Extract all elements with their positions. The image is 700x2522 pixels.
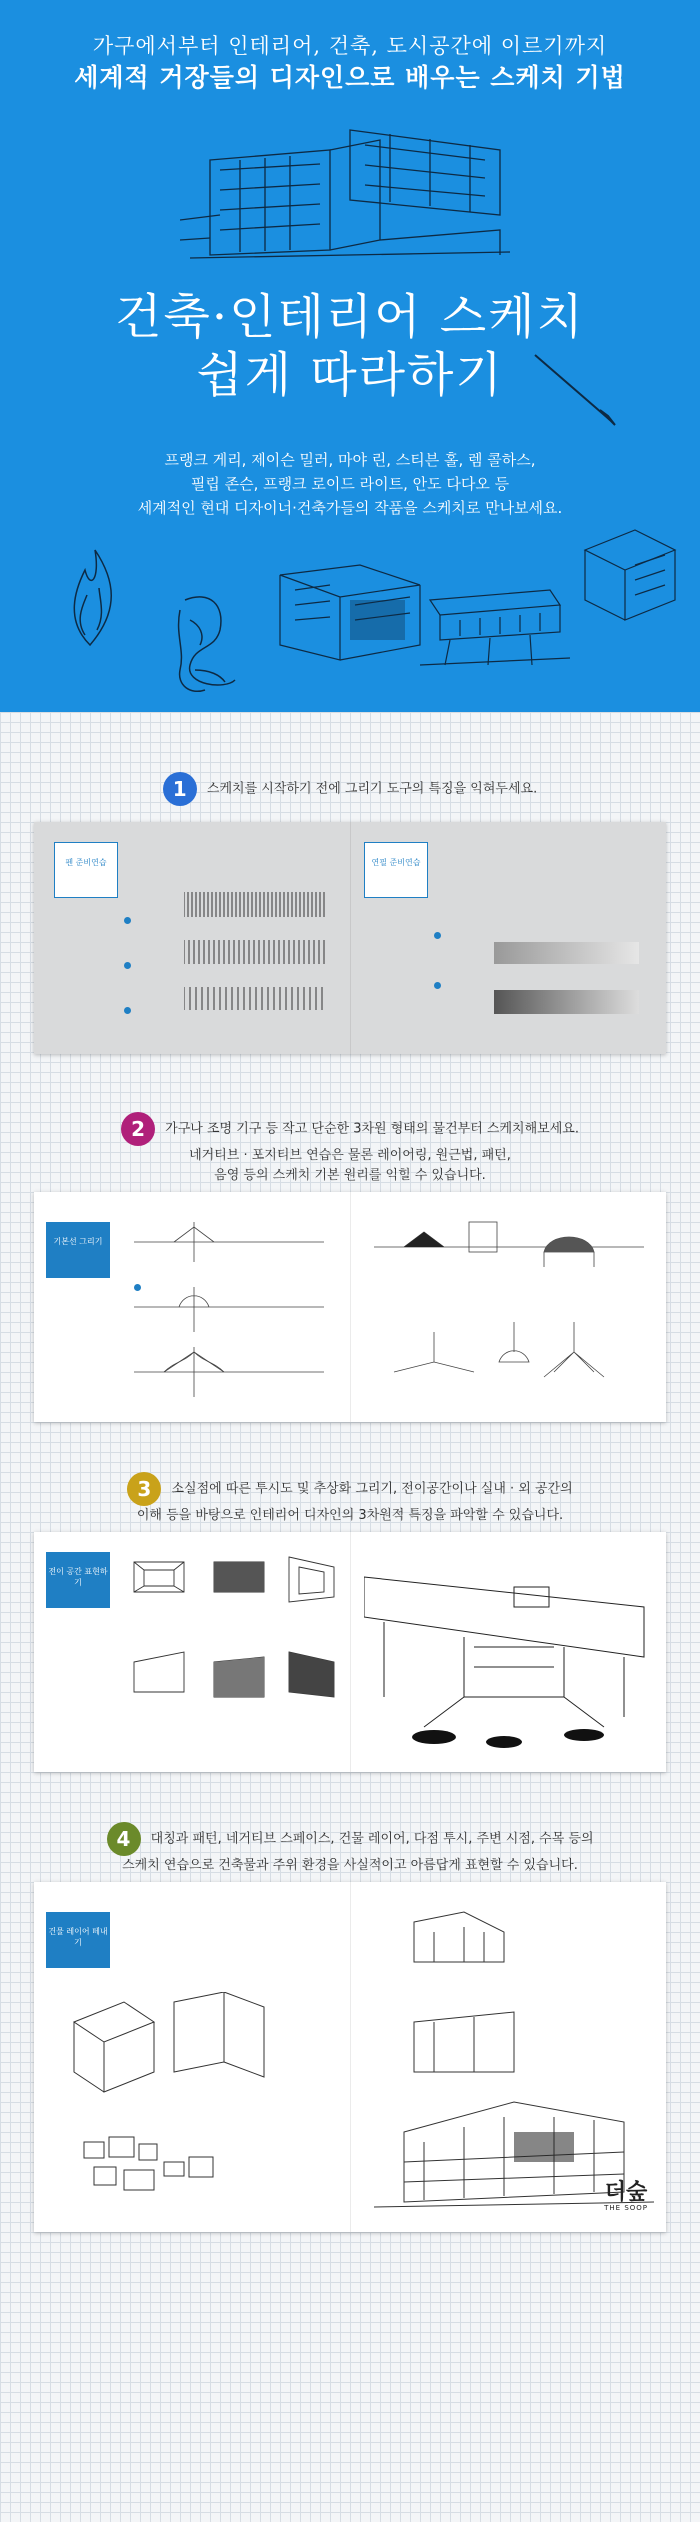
chair-sketch [165,590,245,700]
publisher-logo-sub: THE SOOP [604,2204,648,2212]
hero-subtitle-line1: 가구에서부터 인테리어, 건축, 도시공간에 이르기까지 [92,34,608,58]
step-3-heading [0,1472,700,1526]
basic-lines-tag [46,1222,110,1278]
hero-desc-line3: 세계적인 현대 디자이너·건축가들의 작품을 스케치로 만나보세요. [137,499,563,517]
transition-space-tag [46,1552,110,1608]
flame-sculpture-sketch [55,540,125,650]
pen-practice-tag [54,842,118,898]
step-bullet [434,982,441,989]
step-bullet [434,932,441,939]
step-2-line2: 네거티브 · 포지티브 연습은 물론 레이어링, 원근법, 패턴, [189,1148,511,1163]
hero-title-line1: 건축·인테리어 스케치 [115,289,585,345]
pencil-tone-swatches [494,942,644,1022]
step-4-badge: 4 [107,1822,141,1856]
interior-sketch [270,555,440,665]
publisher-logo-mark: 더숲 [604,2180,648,2205]
step-2-line1: 가구나 조명 기구 등 작고 단순한 3차원 형태의 물건부터 스케치해보세요. [165,1121,579,1137]
transition-space-label: 전이 공간 표현하기 [48,1567,108,1587]
pencil-practice-label: 연필 준비연습 [371,858,421,867]
step-4-line2: 스케치 연습으로 건축물과 주위 환경을 사실적이고 아름답게 표현할 수 있습니다. [122,1858,578,1873]
page-gutter [350,1882,351,2232]
house-elevation-sketches [374,1902,654,2222]
step-3-line2: 이해 등을 바탕으로 인테리어 디자인의 3차원적 특징을 파악할 수 있습니다. [136,1508,564,1523]
step-3-page-spread [34,1532,666,1772]
step-3-line1-row [0,1472,700,1506]
step-1-heading [0,772,700,806]
step-2-heading [0,1112,700,1186]
building-layer-tag [46,1912,110,1968]
building-sketch-illustration [180,120,520,270]
interior-perspective-sketch [364,1547,654,1757]
step-bullet [124,962,131,969]
step-2-badge: 2 [121,1112,155,1146]
step-2-line1-row [0,1112,700,1146]
step-3-badge: 3 [127,1472,161,1506]
lamp-sketches-left [134,1212,334,1402]
preview-section [0,712,700,2522]
publisher-logo [604,2182,648,2212]
page-gutter [350,1192,351,1422]
step-4-line1: 대칭과 패턴, 네거티브 스페이스, 건물 레이어, 다점 투시, 주변 시점, 수목 등의 [150,1831,594,1847]
hero-subtitle-line2: 세계적 거장들의 디자인으로 배우는 스케치 기법 [74,63,626,92]
corner-building-sketch [575,520,685,630]
page-gutter [350,822,351,1054]
step-2-line3: 음영 등의 스케치 기본 원리를 익힐 수 있습니다. [214,1168,486,1183]
hero-desc-line2: 필립 존슨, 프랭크 로이드 라이트, 안도 다다오 등 [190,475,510,493]
step-1-text: 스케치를 시작하기 전에 그리기 도구의 특징을 익혀두세요. [206,781,538,797]
pen-icon [530,350,620,430]
step-4-page-spread [34,1882,666,2232]
stilt-house-sketch [420,560,570,670]
step-bullet [134,1284,141,1291]
step-1-page-spread [34,822,666,1054]
hero-title-line2: 쉽게 따라하기 [196,347,504,403]
page-gutter [350,1532,351,1772]
hero-description [0,448,700,520]
building-layer-sketches [64,1992,334,2212]
step-3-line1: 소실점에 따른 투시도 및 추상화 그리기, 전이공간이나 실내 · 외 공간의 [171,1481,573,1497]
basic-lines-label: 기본선 그리기 [53,1237,103,1246]
lamp-sketches-right [374,1212,654,1402]
perspective-box-sketches [124,1552,344,1752]
step-bullet [124,1007,131,1014]
step-1-badge: 1 [163,772,197,806]
step-4-line1-row [0,1822,700,1856]
hero-banner [0,0,700,712]
building-layer-label: 건물 레이어 떼내기 [48,1927,108,1947]
step-4-heading [0,1822,700,1876]
pen-stroke-swatches [184,892,334,1012]
hero-desc-line1: 프랭크 게리, 제이슨 밀러, 마야 린, 스티븐 홀, 렘 콜하스, [164,451,536,469]
step-2-page-spread [34,1192,666,1422]
pen-practice-label: 펜 준비연습 [65,858,107,867]
pencil-practice-tag [364,842,428,898]
step-bullet [124,917,131,924]
